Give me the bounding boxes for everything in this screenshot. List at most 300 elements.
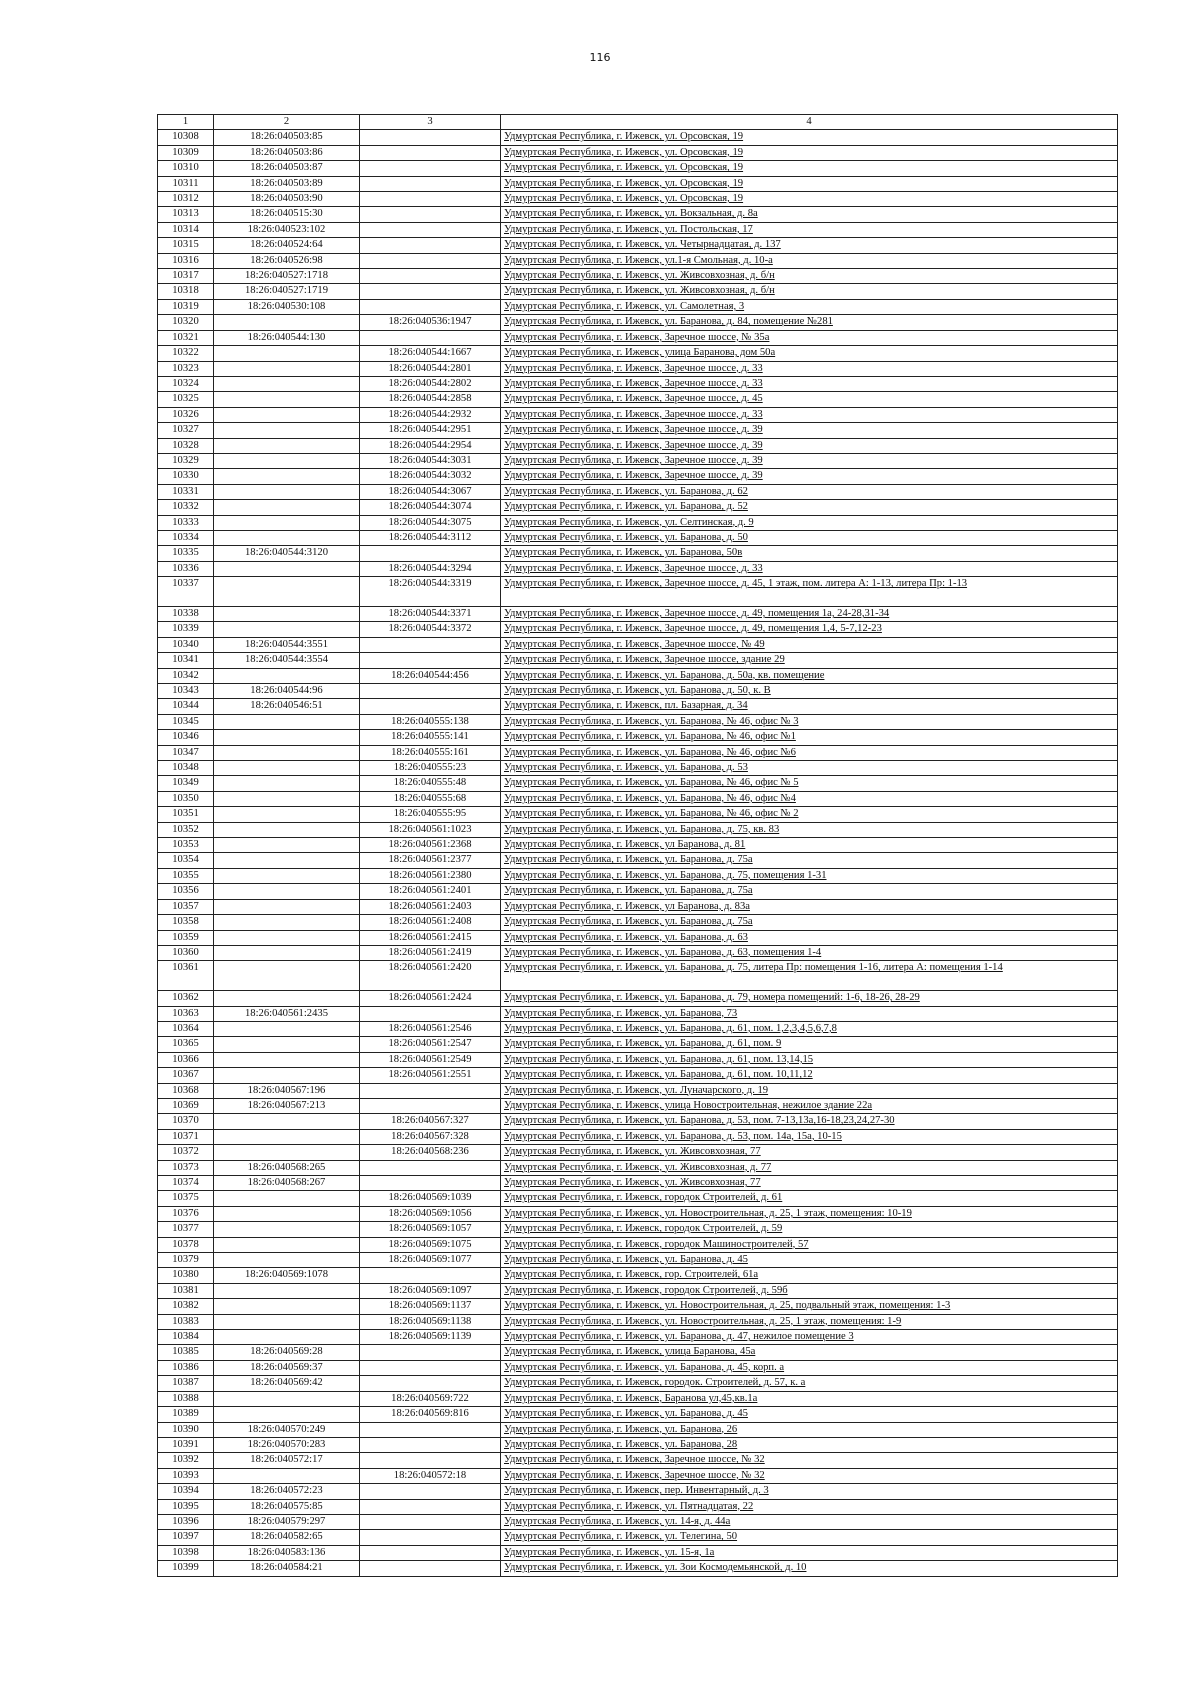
table-row — [158, 469, 1118, 484]
cadastral-number-land — [214, 945, 360, 960]
cadastral-number-land — [214, 745, 360, 760]
address: Удмуртская Республика, г. Ижевск, ул. Баранова, 50в — [501, 546, 1118, 561]
cadastral-number-premises — [360, 1176, 501, 1191]
cadastral-number-land — [214, 776, 360, 791]
row-number: 10356 — [158, 884, 214, 899]
row-number: 10350 — [158, 791, 214, 806]
row-number: 10316 — [158, 253, 214, 268]
row-number: 10331 — [158, 484, 214, 499]
cadastral-number-land: 18:26:040569:42 — [214, 1376, 360, 1391]
row-number: 10364 — [158, 1021, 214, 1036]
cadastral-number-land — [214, 530, 360, 545]
address: Удмуртская Республика, г. Ижевск, Заречное шоссе, № 32 — [501, 1453, 1118, 1468]
address: Удмуртская Республика, г. Ижевск, Заречное шоссе, д. 33 — [501, 361, 1118, 376]
row-number: 10388 — [158, 1391, 214, 1406]
address: Удмуртская Республика, г. Ижевск, ул. Баранова, 28 — [501, 1437, 1118, 1452]
table-row — [158, 945, 1118, 960]
table-row — [158, 668, 1118, 683]
row-number: 10398 — [158, 1545, 214, 1560]
address: Удмуртская Республика, г. Ижевск, городок Строителей, д. 59б — [501, 1283, 1118, 1298]
address: Удмуртская Республика, г. Ижевск, ул. Четырнадцатая, д. 137 — [501, 238, 1118, 253]
address: Удмуртская Республика, г. Ижевск, ул. Баранова, д. 62 — [501, 484, 1118, 499]
cadastral-number-land — [214, 1468, 360, 1483]
row-number: 10357 — [158, 899, 214, 914]
row-number: 10326 — [158, 407, 214, 422]
cadastral-number-land: 18:26:040569:28 — [214, 1345, 360, 1360]
row-number: 10384 — [158, 1330, 214, 1345]
cadastral-number-premises: 18:26:040544:456 — [360, 668, 501, 683]
table-row — [158, 1021, 1118, 1036]
table-row — [158, 915, 1118, 930]
address: Удмуртская Республика, г. Ижевск, ул. Баранова, № 46, офис №6 — [501, 745, 1118, 760]
cadastral-number-premises: 18:26:040561:2380 — [360, 868, 501, 883]
cadastral-number-land — [214, 577, 360, 607]
cadastral-number-premises — [360, 1499, 501, 1514]
address: Удмуртская Республика, г. Ижевск, улица Новостроительная, нежилое здание 22а — [501, 1098, 1118, 1113]
cadastral-number-premises — [360, 1437, 501, 1452]
table-row — [158, 1268, 1118, 1283]
address: Удмуртская Республика, г. Ижевск, пл. Базарная, д. 34 — [501, 699, 1118, 714]
cadastral-number-premises — [360, 1422, 501, 1437]
table-row — [158, 222, 1118, 237]
cadastral-number-land: 18:26:040544:3120 — [214, 546, 360, 561]
cadastral-number-premises: 18:26:040569:1075 — [360, 1237, 501, 1252]
table-row — [158, 1253, 1118, 1268]
cadastral-number-premises: 18:26:040572:18 — [360, 1468, 501, 1483]
cadastral-number-land — [214, 438, 360, 453]
cadastral-number-land — [214, 884, 360, 899]
cadastral-number-premises — [360, 330, 501, 345]
cadastral-number-premises — [360, 1530, 501, 1545]
row-number: 10339 — [158, 622, 214, 637]
table-row — [158, 1453, 1118, 1468]
cadastral-number-land — [214, 1299, 360, 1314]
cadastral-number-premises — [360, 1360, 501, 1375]
table-row — [158, 1206, 1118, 1221]
cadastral-number-land — [214, 714, 360, 729]
row-number: 10369 — [158, 1098, 214, 1113]
cadastral-number-land: 18:26:040530:108 — [214, 299, 360, 314]
cadastral-number-premises — [360, 637, 501, 652]
table-row — [158, 1283, 1118, 1298]
cadastral-number-land: 18:26:040503:87 — [214, 161, 360, 176]
address: Удмуртская Республика, г. Ижевск, ул. Баранова, д. 52 — [501, 500, 1118, 515]
table-row — [158, 684, 1118, 699]
address: Удмуртская Республика, г. Ижевск, ул. Новостроительная, д. 25, подвальный этаж, помещения: 1-3 — [501, 1299, 1118, 1314]
cadastral-number-land — [214, 392, 360, 407]
cadastral-number-premises — [360, 299, 501, 314]
row-number: 10353 — [158, 838, 214, 853]
address: Удмуртская Республика, г. Ижевск, Заречное шоссе, д. 33 — [501, 407, 1118, 422]
row-number: 10362 — [158, 991, 214, 1006]
cadastral-number-premises — [360, 1561, 501, 1576]
table-row — [158, 253, 1118, 268]
table-row — [158, 868, 1118, 883]
table-row — [158, 376, 1118, 391]
table-row — [158, 546, 1118, 561]
row-number: 10315 — [158, 238, 214, 253]
row-number: 10310 — [158, 161, 214, 176]
table-row — [158, 791, 1118, 806]
cadastral-number-land — [214, 1191, 360, 1206]
cadastral-number-land: 18:26:040544:3554 — [214, 653, 360, 668]
cadastral-number-land: 18:26:040523:102 — [214, 222, 360, 237]
address: Удмуртская Республика, г. Ижевск, ул. Баранова, д. 75, помещения 1-31 — [501, 868, 1118, 883]
page-number: 116 — [589, 51, 611, 64]
address: Удмуртская Республика, г. Ижевск, ул. Телегина, 50 — [501, 1530, 1118, 1545]
address: Удмуртская Республика, г. Ижевск, ул. Баранова, д. 50а, кв. помещение — [501, 668, 1118, 683]
table-row — [158, 807, 1118, 822]
cadastral-number-premises: 18:26:040561:2368 — [360, 838, 501, 853]
cadastral-number-premises: 18:26:040568:236 — [360, 1145, 501, 1160]
address: Удмуртская Республика, г. Ижевск, ул. Баранова, № 46, офис № 2 — [501, 807, 1118, 822]
row-number: 10317 — [158, 269, 214, 284]
cadastral-number-premises: 18:26:040569:1039 — [360, 1191, 501, 1206]
address: Удмуртская Республика, г. Ижевск, ул. Орсовская, 19 — [501, 176, 1118, 191]
cadastral-number-land — [214, 807, 360, 822]
address: Удмуртская Республика, г. Ижевск, Заречное шоссе, д. 45, 1 этаж, пом. литера А: 1-13, литера Пр: 1-13 — [501, 577, 1118, 607]
row-number: 10379 — [158, 1253, 214, 1268]
address: Удмуртская Республика, г. Ижевск, ул. Баранова, № 46, офис №1 — [501, 730, 1118, 745]
cadastral-number-land — [214, 346, 360, 361]
row-number: 10386 — [158, 1360, 214, 1375]
address: Удмуртская Республика, г. Ижевск, городок Машиностроителей, 57 — [501, 1237, 1118, 1252]
cadastral-number-land: 18:26:040572:23 — [214, 1484, 360, 1499]
table-row — [158, 622, 1118, 637]
cadastral-number-land — [214, 407, 360, 422]
table-row — [158, 577, 1118, 607]
cadastral-number-land — [214, 315, 360, 330]
cadastral-number-premises — [360, 1345, 501, 1360]
row-number: 10314 — [158, 222, 214, 237]
table-row — [158, 699, 1118, 714]
address: Удмуртская Республика, г. Ижевск, ул. Селтинская, д. 9 — [501, 515, 1118, 530]
address: Удмуртская Республика, г. Ижевск, ул. Баранова, д. 75а — [501, 884, 1118, 899]
cadastral-number-premises: 18:26:040544:2954 — [360, 438, 501, 453]
row-number: 10325 — [158, 392, 214, 407]
row-number: 10360 — [158, 945, 214, 960]
address: Удмуртская Республика, г. Ижевск, ул. Баранова, 73 — [501, 1006, 1118, 1021]
cadastral-number-land — [214, 515, 360, 530]
cadastral-number-premises: 18:26:040555:141 — [360, 730, 501, 745]
address: Удмуртская Республика, г. Ижевск, ул. Пятнадцатая, 22 — [501, 1499, 1118, 1514]
address: Удмуртская Республика, г. Ижевск, ул. Баранова, № 46, офис № 3 — [501, 714, 1118, 729]
table-row — [158, 1499, 1118, 1514]
cadastral-number-premises: 18:26:040544:2858 — [360, 392, 501, 407]
table-row — [158, 361, 1118, 376]
row-number: 10365 — [158, 1037, 214, 1052]
cadastral-number-land: 18:26:040568:265 — [214, 1160, 360, 1175]
table-row — [158, 1391, 1118, 1406]
cadastral-number-land — [214, 1145, 360, 1160]
table-row — [158, 1098, 1118, 1113]
cadastral-number-premises — [360, 699, 501, 714]
cadastral-number-land: 18:26:040524:64 — [214, 238, 360, 253]
cadastral-number-premises: 18:26:040544:3372 — [360, 622, 501, 637]
cadastral-number-land: 18:26:040503:89 — [214, 176, 360, 191]
cadastral-number-premises: 18:26:040567:328 — [360, 1129, 501, 1144]
table-row — [158, 1191, 1118, 1206]
address: Удмуртская Республика, г. Ижевск, Заречное шоссе, № 32 — [501, 1468, 1118, 1483]
address: Удмуртская Республика, г. Ижевск, ул. Баранова, д. 75, литера Пр: помещения 1-16, литера А: помещения 1-14 — [501, 961, 1118, 991]
cadastral-number-premises — [360, 546, 501, 561]
table-row — [158, 1160, 1118, 1175]
cadastral-number-land — [214, 930, 360, 945]
row-number: 10330 — [158, 469, 214, 484]
row-number: 10313 — [158, 207, 214, 222]
cadastral-number-premises: 18:26:040544:3112 — [360, 530, 501, 545]
cadastral-number-land: 18:26:040527:1718 — [214, 269, 360, 284]
cadastral-number-premises — [360, 1514, 501, 1529]
cadastral-number-land: 18:26:040575:85 — [214, 1499, 360, 1514]
cadastral-number-land: 18:26:040584:21 — [214, 1561, 360, 1576]
row-number: 10377 — [158, 1222, 214, 1237]
address: Удмуртская Республика, г. Ижевск, ул. Орсовская, 19 — [501, 192, 1118, 207]
row-number: 10372 — [158, 1145, 214, 1160]
cadastral-number-land: 18:26:040544:96 — [214, 684, 360, 699]
cadastral-number-land — [214, 838, 360, 853]
address: Удмуртская Республика, г. Ижевск, ул. Живсовхозная, д. 77 — [501, 1160, 1118, 1175]
cadastral-number-premises: 18:26:040561:1023 — [360, 822, 501, 837]
address: Удмуртская Республика, г. Ижевск, ул. Баранова, № 46, офис №4 — [501, 791, 1118, 806]
cadastral-number-land — [214, 561, 360, 576]
table-row — [158, 423, 1118, 438]
row-number: 10359 — [158, 930, 214, 945]
row-number: 10367 — [158, 1068, 214, 1083]
table-row — [158, 561, 1118, 576]
cadastral-number-land: 18:26:040567:213 — [214, 1098, 360, 1113]
address: Удмуртская Республика, г. Ижевск, ул. Баранова, д. 50 — [501, 530, 1118, 545]
header-col-1: 1 — [158, 115, 214, 130]
row-number: 10373 — [158, 1160, 214, 1175]
cadastral-number-land — [214, 423, 360, 438]
table-row — [158, 822, 1118, 837]
address: Удмуртская Республика, г. Ижевск, Заречное шоссе, д. 39 — [501, 438, 1118, 453]
address: Удмуртская Республика, г. Ижевск, ул. Баранова, д. 79, номера помещений: 1-6, 18-26, 28-29 — [501, 991, 1118, 1006]
address: Удмуртская Республика, г. Ижевск, ул. Живсовхозная, д. б/н — [501, 284, 1118, 299]
cadastral-number-premises: 18:26:040561:2420 — [360, 961, 501, 991]
cadastral-number-premises: 18:26:040555:95 — [360, 807, 501, 822]
cadastral-number-premises — [360, 684, 501, 699]
table-row — [158, 884, 1118, 899]
cadastral-number-land: 18:26:040570:249 — [214, 1422, 360, 1437]
cadastral-number-premises: 18:26:040569:1077 — [360, 1253, 501, 1268]
cadastral-number-premises: 18:26:040569:1139 — [360, 1330, 501, 1345]
table-row — [158, 269, 1118, 284]
address: Удмуртская Республика, г. Ижевск, ул. Баранова, д. 61, пом. 9 — [501, 1037, 1118, 1052]
row-number: 10334 — [158, 530, 214, 545]
cadastral-number-premises: 18:26:040569:1137 — [360, 1299, 501, 1314]
address: Удмуртская Республика, г. Ижевск, ул. Самолетная, 3 — [501, 299, 1118, 314]
cadastral-number-premises — [360, 253, 501, 268]
address: Удмуртская Республика, г. Ижевск, Заречное шоссе, д. 33 — [501, 376, 1118, 391]
table-row — [158, 392, 1118, 407]
row-number: 10347 — [158, 745, 214, 760]
table-row — [158, 299, 1118, 314]
cadastral-number-premises — [360, 161, 501, 176]
cadastral-number-land — [214, 1114, 360, 1129]
cadastral-number-premises — [360, 130, 501, 145]
address: Удмуртская Республика, г. Ижевск, городок. Строителей, д. 57, к. а — [501, 1376, 1118, 1391]
row-number: 10385 — [158, 1345, 214, 1360]
cadastral-number-land: 18:26:040503:90 — [214, 192, 360, 207]
cadastral-number-land — [214, 1068, 360, 1083]
cadastral-number-premises — [360, 238, 501, 253]
row-number: 10374 — [158, 1176, 214, 1191]
row-number: 10355 — [158, 868, 214, 883]
table-row — [158, 484, 1118, 499]
table-row — [158, 761, 1118, 776]
table-row — [158, 1006, 1118, 1021]
cadastral-number-premises — [360, 207, 501, 222]
row-number: 10342 — [158, 668, 214, 683]
table-row — [158, 853, 1118, 868]
table-row — [158, 1345, 1118, 1360]
cadastral-number-premises: 18:26:040544:1667 — [360, 346, 501, 361]
cadastral-number-premises: 18:26:040555:138 — [360, 714, 501, 729]
address: Удмуртская Республика, г. Ижевск, ул. Баранова, д. 53 — [501, 761, 1118, 776]
address: Удмуртская Республика, г. Ижевск, Заречное шоссе, № 35а — [501, 330, 1118, 345]
row-number: 10336 — [158, 561, 214, 576]
address: Удмуртская Республика, г. Ижевск, ул. Баранова, д. 75а — [501, 853, 1118, 868]
cadastral-number-premises: 18:26:040569:1138 — [360, 1314, 501, 1329]
table-row — [158, 1437, 1118, 1452]
cadastral-number-premises: 18:26:040561:2551 — [360, 1068, 501, 1083]
address: Удмуртская Республика, г. Ижевск, Баранова ул,45,кв.1а — [501, 1391, 1118, 1406]
cadastral-number-land — [214, 899, 360, 914]
row-number: 10345 — [158, 714, 214, 729]
cadastral-number-premises — [360, 1484, 501, 1499]
row-number: 10344 — [158, 699, 214, 714]
cadastral-number-land: 18:26:040567:196 — [214, 1083, 360, 1098]
row-number: 10387 — [158, 1376, 214, 1391]
table-row — [158, 1299, 1118, 1314]
table-row — [158, 899, 1118, 914]
cadastral-number-premises: 18:26:040561:2403 — [360, 899, 501, 914]
table-row — [158, 606, 1118, 621]
address: Удмуртская Республика, г. Ижевск, ул. Баранова, д. 63, помещения 1-4 — [501, 945, 1118, 960]
cadastral-number-land — [214, 791, 360, 806]
row-number: 10366 — [158, 1052, 214, 1067]
row-number: 10393 — [158, 1468, 214, 1483]
row-number: 10340 — [158, 637, 214, 652]
cadastral-number-land: 18:26:040561:2435 — [214, 1006, 360, 1021]
row-number: 10327 — [158, 423, 214, 438]
table-row — [158, 176, 1118, 191]
address: Удмуртская Республика, г. Ижевск, городок Строителей, д. 61 — [501, 1191, 1118, 1206]
row-number: 10382 — [158, 1299, 214, 1314]
table-row — [158, 1484, 1118, 1499]
table-row — [158, 1468, 1118, 1483]
row-number: 10323 — [158, 361, 214, 376]
table-body — [158, 130, 1118, 1576]
cadastral-number-premises: 18:26:040569:816 — [360, 1407, 501, 1422]
row-number: 10390 — [158, 1422, 214, 1437]
cadastral-number-premises: 18:26:040544:2801 — [360, 361, 501, 376]
table-row — [158, 438, 1118, 453]
table-row — [158, 1376, 1118, 1391]
cadastral-number-premises: 18:26:040544:2932 — [360, 407, 501, 422]
address: Удмуртская Республика, г. Ижевск, гор. Строителей, 61а — [501, 1268, 1118, 1283]
table-row — [158, 1222, 1118, 1237]
cadastral-number-land — [214, 1206, 360, 1221]
row-number: 10395 — [158, 1499, 214, 1514]
table-row — [158, 961, 1118, 991]
cadastral-number-land — [214, 1222, 360, 1237]
table-row — [158, 1083, 1118, 1098]
table-row — [158, 714, 1118, 729]
cadastral-number-premises: 18:26:040544:2951 — [360, 423, 501, 438]
table-row — [158, 330, 1118, 345]
address: Удмуртская Республика, г. Ижевск, ул. Баранова, д. 61, пом. 10,11,12 — [501, 1068, 1118, 1083]
cadastral-number-premises — [360, 176, 501, 191]
cadastral-number-land — [214, 622, 360, 637]
row-number: 10399 — [158, 1561, 214, 1576]
cadastral-number-premises: 18:26:040561:2546 — [360, 1021, 501, 1036]
address: Удмуртская Республика, г. Ижевск, ул. Баранова, д. 47, нежилое помещение 3 — [501, 1330, 1118, 1345]
table-row — [158, 145, 1118, 160]
cadastral-number-premises — [360, 1083, 501, 1098]
cadastral-number-premises: 18:26:040544:3371 — [360, 606, 501, 621]
cadastral-number-land — [214, 991, 360, 1006]
cadastral-number-premises — [360, 1268, 501, 1283]
cadastral-number-land: 18:26:040570:283 — [214, 1437, 360, 1452]
address: Удмуртская Республика, г. Ижевск, ул. Баранова, д. 84, помещение №281 — [501, 315, 1118, 330]
row-number: 10337 — [158, 577, 214, 607]
table-row — [158, 1114, 1118, 1129]
cadastral-number-land — [214, 1407, 360, 1422]
cadastral-number-premises — [360, 1006, 501, 1021]
address: Удмуртская Республика, г. Ижевск, ул. Орсовская, 19 — [501, 145, 1118, 160]
row-number: 10361 — [158, 961, 214, 991]
cadastral-number-premises: 18:26:040544:3075 — [360, 515, 501, 530]
row-number: 10394 — [158, 1484, 214, 1499]
address: Удмуртская Республика, г. Ижевск, ул. Баранова, д. 61, пом. 1,2,3,4,5,6,7,8 — [501, 1021, 1118, 1036]
table-row — [158, 530, 1118, 545]
table-row — [158, 730, 1118, 745]
address: Удмуртская Республика, г. Ижевск, ул. 15-я, 1а — [501, 1545, 1118, 1560]
register-table — [157, 114, 1118, 1577]
address: Удмуртская Республика, г. Ижевск, ул. Баранова, д. 50, к. В — [501, 684, 1118, 699]
address: Удмуртская Республика, г. Ижевск, улица Баранова, 45а — [501, 1345, 1118, 1360]
address: Удмуртская Республика, г. Ижевск, ул. Новостроительная, д. 25, 1 этаж, помещения: 1-9 — [501, 1314, 1118, 1329]
row-number: 10389 — [158, 1407, 214, 1422]
row-number: 10376 — [158, 1206, 214, 1221]
cadastral-number-premises: 18:26:040544:3032 — [360, 469, 501, 484]
row-number: 10348 — [158, 761, 214, 776]
cadastral-number-land — [214, 606, 360, 621]
address: Удмуртская Республика, г. Ижевск, ул. Баранова, д. 45 — [501, 1253, 1118, 1268]
cadastral-number-premises: 18:26:040569:722 — [360, 1391, 501, 1406]
row-number: 10391 — [158, 1437, 214, 1452]
cadastral-number-premises — [360, 222, 501, 237]
table-row — [158, 315, 1118, 330]
address: Удмуртская Республика, г. Ижевск, ул.1-я Смольная, д. 10-а — [501, 253, 1118, 268]
table-row — [158, 1561, 1118, 1576]
row-number: 10349 — [158, 776, 214, 791]
row-number: 10392 — [158, 1453, 214, 1468]
cadastral-number-land: 18:26:040568:267 — [214, 1176, 360, 1191]
cadastral-number-land: 18:26:040569:1078 — [214, 1268, 360, 1283]
cadastral-number-land: 18:26:040569:37 — [214, 1360, 360, 1375]
address: Удмуртская Республика, г. Ижевск, ул. Баранова, 26 — [501, 1422, 1118, 1437]
table-row — [158, 1360, 1118, 1375]
cadastral-number-land: 18:26:040503:85 — [214, 130, 360, 145]
row-number: 10328 — [158, 438, 214, 453]
cadastral-number-land — [214, 961, 360, 991]
table-row — [158, 515, 1118, 530]
row-number: 10311 — [158, 176, 214, 191]
